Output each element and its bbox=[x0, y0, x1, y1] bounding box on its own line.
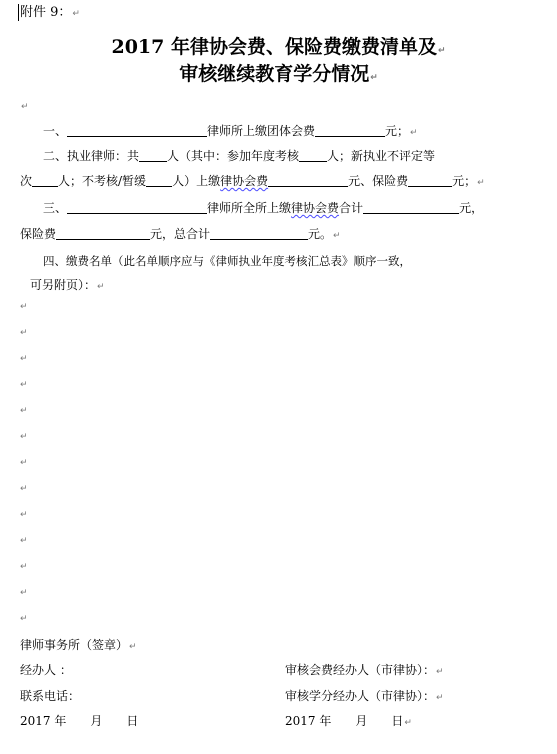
fill-in-blank[interactable] bbox=[210, 227, 308, 240]
paragraph-mark: ↵ bbox=[477, 178, 485, 188]
paragraph-mark: ↵ bbox=[20, 406, 28, 416]
fill-in-blank[interactable] bbox=[299, 149, 327, 162]
paragraph-mark: ↵ bbox=[436, 693, 444, 703]
date-right: 2017 年 月 日↵ bbox=[285, 714, 412, 728]
paragraph-mark: ↵ bbox=[20, 588, 28, 598]
document-title-line-2: 审核继续教育学分情况↵ bbox=[179, 63, 378, 85]
paragraph-mark: ↵ bbox=[20, 458, 28, 468]
paragraph-mark: ↵ bbox=[333, 231, 341, 241]
paragraph-mark: ↵ bbox=[410, 128, 418, 138]
paragraph-mark: ↵ bbox=[20, 614, 28, 624]
paragraph-mark: ↵ bbox=[20, 510, 28, 520]
fee-item-1: 一、 律师所上缴团体会费 元；↵ bbox=[43, 124, 418, 138]
paragraph-mark: ↵ bbox=[21, 102, 29, 112]
paragraph-mark: ↵ bbox=[97, 282, 105, 292]
fill-in-blank[interactable] bbox=[32, 174, 58, 187]
blank-line bbox=[20, 97, 29, 115]
fee-reviewer-label: 审核会费经办人（市律协）：↵ bbox=[285, 663, 444, 677]
paragraph-mark: ↵ bbox=[20, 536, 28, 546]
text-cursor bbox=[18, 4, 19, 21]
paragraph-mark: ↵ bbox=[129, 642, 137, 652]
fee-item-2-line-1: 二、执业律师：共 人（其中：参加年度考核 人；新执业不评定等 bbox=[43, 149, 436, 163]
fill-in-blank[interactable] bbox=[315, 124, 385, 137]
fee-item-2-line-2: 次 人；不考核/暂缓 人）上缴律协会费 元、保险费 元；↵ bbox=[20, 174, 485, 188]
spellcheck-underlined-text: 律协会费 bbox=[220, 174, 269, 188]
paragraph-mark: ↵ bbox=[404, 718, 412, 728]
paragraph-mark: ↵ bbox=[20, 484, 28, 494]
paragraph-mark: ↵ bbox=[437, 46, 446, 56]
fill-in-blank[interactable] bbox=[139, 149, 167, 162]
fill-in-blank[interactable] bbox=[146, 174, 172, 187]
paragraph-mark: ↵ bbox=[20, 354, 28, 364]
credit-reviewer-label: 审核学分经办人（市律协）：↵ bbox=[285, 689, 444, 703]
paragraph-mark: ↵ bbox=[436, 667, 444, 677]
paragraph-mark: ↵ bbox=[20, 302, 28, 312]
fee-item-4-line-1: 四、缴费名单（此名单顺序应与《律师执业年度考核汇总表》顺序一致， bbox=[43, 254, 411, 268]
paragraph-mark: ↵ bbox=[20, 562, 28, 572]
paragraph-mark: ↵ bbox=[20, 380, 28, 390]
paragraph-mark: ↵ bbox=[20, 328, 28, 338]
document-title-line-1: 2017 年律协会费、保险费缴费清单及↵ bbox=[111, 36, 446, 58]
fill-in-blank[interactable] bbox=[56, 227, 150, 240]
contact-phone-label: 联系电话： bbox=[20, 689, 81, 703]
attachment-label: 附件 9：↵ bbox=[20, 5, 80, 20]
fill-in-blank[interactable] bbox=[67, 201, 207, 214]
fee-item-4-line-2: 可另附页）：↵ bbox=[30, 278, 105, 292]
law-firm-seal-label: 律师事务所（签章）↵ bbox=[20, 638, 137, 652]
spellcheck-underlined-text: 律协会费 bbox=[291, 201, 340, 215]
fill-in-blank[interactable] bbox=[363, 201, 459, 214]
date-left: 2017 年 月 日 bbox=[20, 714, 139, 728]
fee-item-3-line-1: 三、 律师所全所上缴律协会费合计 元， bbox=[43, 201, 484, 215]
fill-in-blank[interactable] bbox=[408, 174, 452, 187]
paragraph-mark: ↵ bbox=[370, 73, 378, 83]
paragraph-mark: ↵ bbox=[20, 432, 28, 442]
fill-in-blank[interactable] bbox=[268, 174, 348, 187]
fill-in-blank[interactable] bbox=[67, 124, 207, 137]
handler-label: 经办人 ： bbox=[20, 663, 72, 677]
fee-item-3-line-2: 保险费 元，总合计 元。↵ bbox=[20, 227, 341, 241]
paragraph-mark: ↵ bbox=[72, 9, 80, 19]
